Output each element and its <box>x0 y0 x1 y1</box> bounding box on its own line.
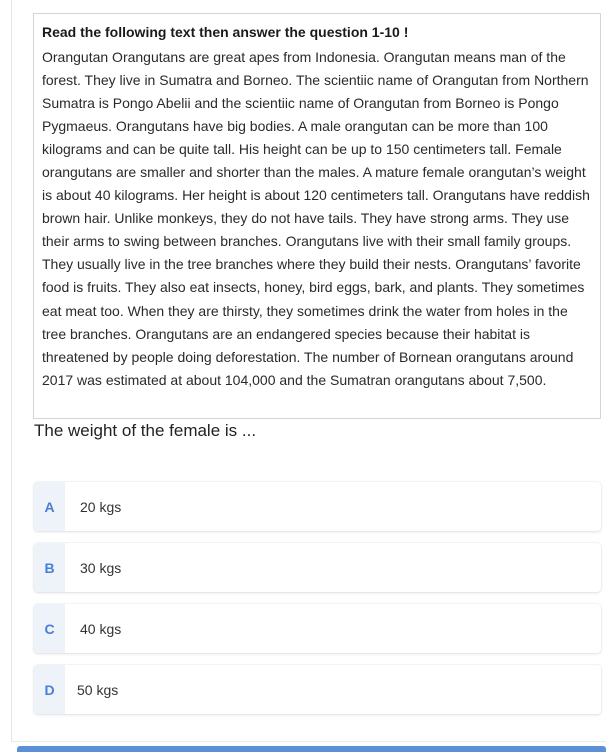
option-b-text: 30 kgs <box>80 559 122 576</box>
passage-body: Orangutan Orangutans are great apes from Indonesia. Orangutan means man of the forest. They live in Sumatra and Borneo. The scientiic name of Orangutan from Northern Sumatra is Pongo Abelii and the scientiic name of Orangutan from Borneo is Pongo Pygmaeus. Orangutans have big bodies. A male orangutan can be more than 100 kilograms and can be quite tall. His height can be up to 150 centimeters tall. Female orangutans are smaller and shorter than the males. A mature female orangutan’s weight is about 40 kilograms. Her height is about 120 centimeters tall. Orangutans have reddish brown hair. Unlike monkeys, they do not have tails. They have strong arms. They use their arms to swing between branches. Orangutans live with their small family groups. They usually live in the tree branches where they build their nests. Orangutans’ favorite food is fruits. They also eat insects, honey, bird eggs, bark, and plants. They sometimes eat meat too. When they are thirsty, they sometimes drink the water from holes in the tree branches. Orangutans are an endangered species because their habitat is threatened by people doing deforestation. The number of Bornean orangutans around 2017 was estimated at about 104,000 and the Sumatran orangutans about 7,500. <box>42 49 590 388</box>
card-bottom-border <box>12 741 606 742</box>
option-d-letter: D <box>34 665 65 714</box>
option-b-letter: B <box>34 543 65 592</box>
option-a[interactable] <box>34 482 601 531</box>
option-c-letter: C <box>34 604 65 653</box>
option-a-letter: A <box>34 482 65 531</box>
option-b[interactable] <box>34 543 601 592</box>
passage-heading: Read the following text then answer the question 1-10 ! <box>42 24 409 40</box>
reading-passage <box>33 13 601 419</box>
option-c-text: 40 kgs <box>80 620 122 637</box>
option-a-text: 20 kgs <box>80 498 122 515</box>
question-text: The weight of the female is ... <box>34 421 257 440</box>
card-left-border <box>11 0 12 742</box>
option-c[interactable] <box>34 604 601 653</box>
option-d-text: 50 kgs <box>77 681 119 698</box>
bottom-progress-bar <box>17 746 606 752</box>
option-d[interactable] <box>34 665 601 714</box>
